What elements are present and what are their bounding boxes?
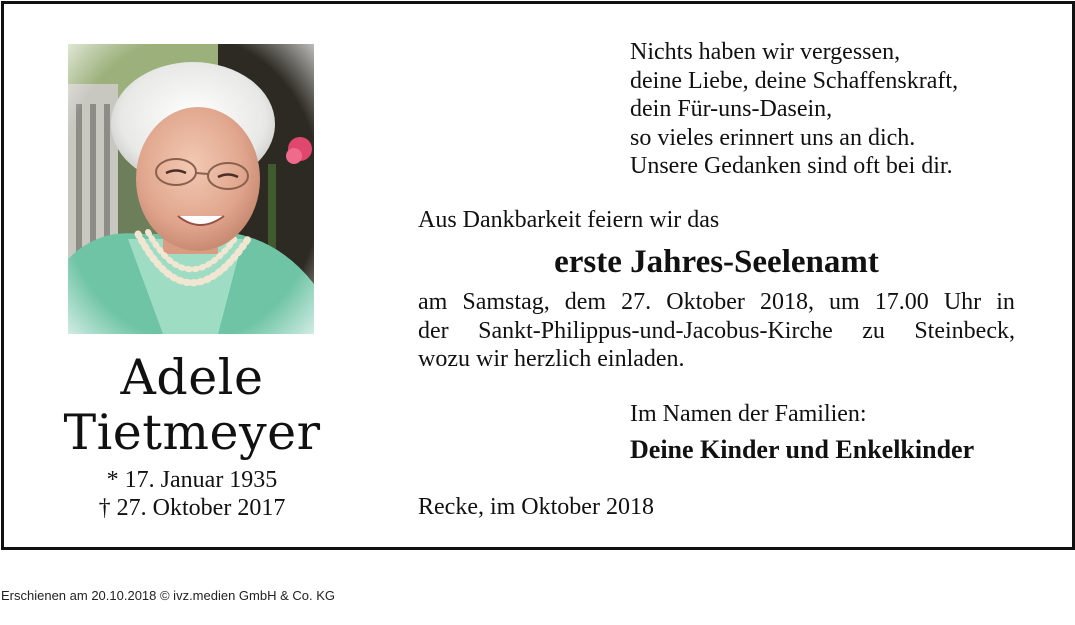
- poem-line: dein Für-uns-Dasein,: [630, 96, 833, 122]
- birth-date: * 17. Januar 1935: [106, 467, 278, 493]
- invitation-word: Samstag,: [462, 289, 550, 315]
- publication-footer: Erschienen am 20.10.2018 © ivz.medien GmbH & Co. KG: [1, 588, 336, 603]
- signature-intro: Im Namen der Familien:: [630, 401, 867, 427]
- invitation-word: Oktober: [666, 289, 745, 315]
- poem-line: Unsere Gedanken sind oft bei dir.: [630, 153, 953, 179]
- mass-title: erste Jahres-Seelenamt: [554, 244, 879, 280]
- invitation-word: am: [418, 289, 448, 315]
- family-signature: Deine Kinder und Enkelkinder: [630, 435, 975, 464]
- invitation-word: der: [418, 317, 449, 344]
- invitation-word: dem: [564, 289, 607, 315]
- invitation-word: Steinbeck,: [914, 317, 1015, 344]
- poem-line: so vieles erinnert uns an dich.: [630, 124, 916, 151]
- deceased-last-name: Tietmeyer: [63, 404, 321, 461]
- place-and-date: Recke, im Oktober 2018: [418, 494, 654, 520]
- invitation-word: in: [996, 289, 1015, 315]
- poem-line: Nichts haben wir vergessen,: [630, 39, 901, 65]
- invitation-word: 27.: [621, 289, 652, 315]
- memorial-poem: [630, 38, 1060, 181]
- invitation-word: um: [829, 289, 860, 315]
- deceased-first-name: Adele: [120, 349, 264, 406]
- invitation-word: 2018,: [759, 289, 814, 315]
- invitation-line: [418, 288, 1015, 317]
- intro-text: Aus Dankbarkeit feiern wir das: [418, 207, 720, 233]
- invitation-line: wozu wir herzlich einladen.: [418, 346, 685, 372]
- obituary-notice: [1, 1, 1075, 550]
- invitation-word: Sankt-Philippus-und-Jacobus-Kirche: [478, 317, 833, 344]
- invitation-word: zu: [862, 317, 885, 344]
- death-date: † 27. Oktober 2017: [98, 495, 286, 521]
- poem-line: deine Liebe, deine Schaffenskraft,: [630, 67, 959, 94]
- invitation-line: [418, 317, 1015, 346]
- invitation-word: 17.00: [874, 289, 929, 315]
- portrait-photo: [68, 44, 314, 334]
- invitation-text: [418, 288, 1015, 374]
- invitation-word: Uhr: [943, 289, 982, 315]
